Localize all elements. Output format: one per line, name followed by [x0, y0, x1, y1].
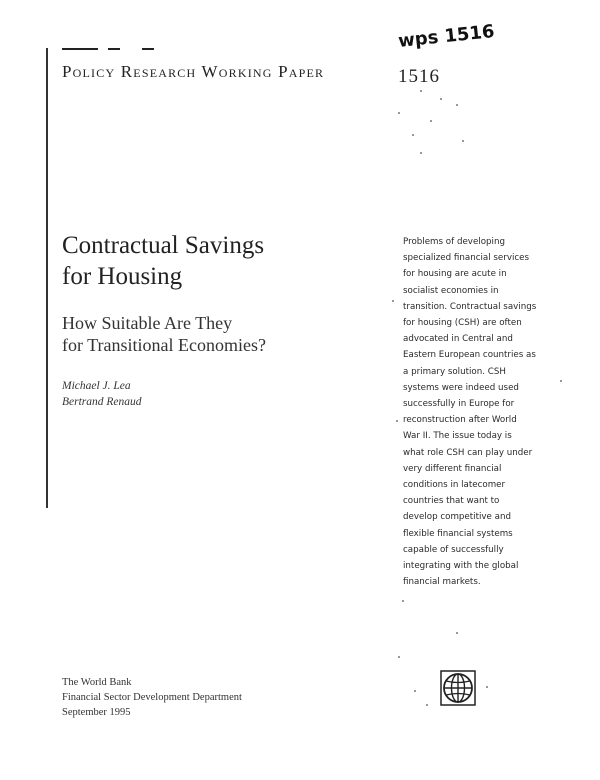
- scan-speck: [430, 120, 432, 122]
- scan-speck: [420, 90, 422, 92]
- scan-speck: [440, 98, 442, 100]
- abstract-line: a primary solution. CSH: [403, 366, 506, 377]
- scan-speck: [456, 632, 458, 634]
- scan-speck: [412, 134, 414, 136]
- abstract-line: very different financial: [403, 463, 502, 474]
- abstract-line: financial markets.: [403, 577, 481, 588]
- series-title: Policy Research Working Paper: [62, 62, 325, 81]
- title-line: for Housing: [62, 263, 183, 290]
- page-title: [62, 230, 362, 292]
- publisher-department: Financial Sector Development Department: [62, 692, 242, 703]
- abstract-line: flexible financial systems: [403, 528, 513, 539]
- publication-date: September 1995: [62, 707, 131, 718]
- abstract-line: successfully in Europe for: [403, 399, 515, 410]
- scan-speck: [456, 104, 458, 106]
- abstract-line: transition. Contractual savings: [403, 301, 537, 312]
- scan-speck: [414, 690, 416, 692]
- scan-speck: [398, 656, 400, 658]
- scan-speck: [392, 300, 394, 302]
- abstract-line: reconstruction after World: [403, 415, 517, 426]
- author-name: Bertrand Renaud: [62, 396, 142, 408]
- publisher-org: The World Bank: [62, 677, 132, 688]
- abstract-line: develop competitive and: [403, 512, 511, 523]
- subtitle-line: How Suitable Are They: [62, 313, 233, 333]
- abstract-line: what role CSH can play under: [403, 447, 533, 458]
- abstract-line: socialist economies in: [403, 285, 499, 296]
- abstract-line: capable of successfully: [403, 544, 504, 555]
- abstract-line: Eastern European countries as: [403, 350, 536, 361]
- abstract-line: countries that want to: [403, 496, 500, 507]
- abstract-line: advocated in Central and: [403, 334, 513, 345]
- abstract-line: for housing are acute in: [403, 269, 507, 280]
- scan-speck: [560, 380, 562, 382]
- author-list: [62, 378, 142, 410]
- scan-speck: [398, 112, 400, 114]
- title-line: Contractual Savings: [62, 232, 265, 259]
- abstract-line: Problems of developing: [403, 237, 505, 247]
- abstract-line: for housing (CSH) are often: [403, 318, 522, 329]
- world-bank-globe-icon: [440, 670, 476, 706]
- handwritten-note: wps 1516: [397, 21, 496, 52]
- scan-speck: [462, 140, 464, 142]
- top-rule-segment: [142, 48, 154, 50]
- left-margin-rule: [46, 48, 48, 508]
- abstract-line: integrating with the global: [403, 561, 519, 572]
- subtitle-line: for Transitional Economies?: [62, 335, 266, 355]
- publisher-info: [62, 675, 242, 720]
- abstract-line: systems were indeed used: [403, 382, 519, 393]
- scan-speck: [486, 686, 488, 688]
- scan-speck: [402, 600, 404, 602]
- scan-speck: [396, 420, 398, 422]
- abstract: [403, 234, 553, 590]
- abstract-line: conditions in latecomer: [403, 480, 506, 491]
- abstract-line: War II. The issue today is: [403, 431, 512, 442]
- page-subtitle: [62, 312, 362, 356]
- top-rule-segment: [62, 48, 98, 50]
- author-name: Michael J. Lea: [62, 380, 131, 392]
- top-rule-segment: [108, 48, 120, 50]
- abstract-line: specialized financial services: [403, 253, 530, 264]
- scan-speck: [426, 704, 428, 706]
- paper-number: 1516: [398, 66, 440, 87]
- scan-speck: [420, 152, 422, 154]
